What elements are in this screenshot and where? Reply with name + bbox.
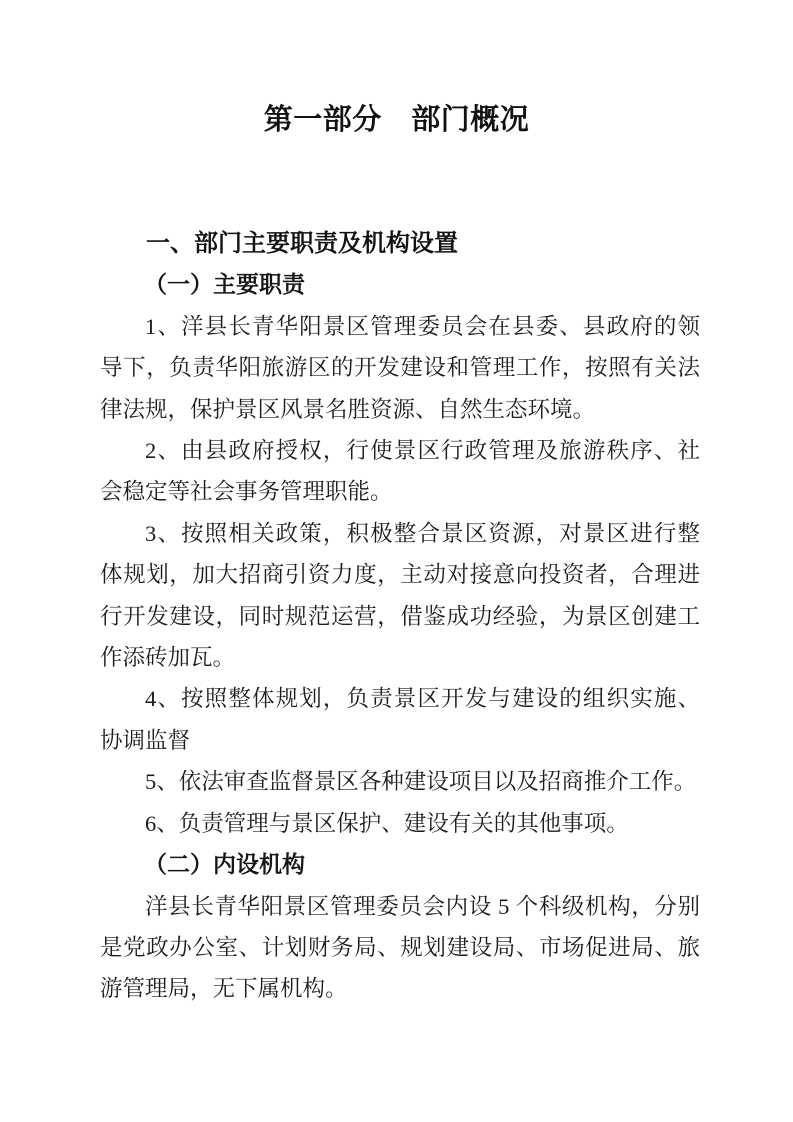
document-line: 3、按照相关政策，积极整合景区资源，对景区进行整 bbox=[145, 520, 700, 546]
document-line: 体规划，加大招商引资力度，主动对接意向投资者，合理进 bbox=[100, 562, 700, 588]
document-line: 导下，负责华阳旅游区的开发建设和管理工作，按照有关法 bbox=[100, 355, 700, 381]
document-line: 洋县长青华阳景区管理委员会内设 5 个科级机构，分别 bbox=[145, 893, 700, 919]
document-line: 行开发建设，同时规范运营，借鉴成功经验，为景区创建工 bbox=[100, 603, 700, 629]
document-body bbox=[100, 223, 700, 1010]
page-title: 第一部分 部门概况 bbox=[263, 104, 530, 136]
document-line: 2、由县政府授权，行使景区行政管理及旅游秩序、社 bbox=[145, 438, 700, 464]
subsection-heading: （一）主要职责 bbox=[144, 272, 305, 298]
document-line: 1、洋县长青华阳景区管理委员会在县委、县政府的领 bbox=[145, 313, 700, 339]
document-line: 6、负责管理与景区保护、建设有关的其他事项。 bbox=[145, 810, 629, 836]
section-heading: 一、部门主要职责及机构设置 bbox=[146, 230, 458, 257]
document-line: 是党政办公室、计划财务局、规划建设局、市场促进局、旅 bbox=[100, 934, 700, 960]
document-line: 游管理局，无下属机构。 bbox=[100, 976, 348, 1002]
document-line: 协调监督 bbox=[100, 727, 191, 753]
document-line: 4、按照整体规划，负责景区开发与建设的组织实施、 bbox=[145, 686, 700, 712]
document-line: 5、依法审查监督景区各种建设项目以及招商推介工作。 bbox=[145, 769, 697, 795]
subsection-heading: （二）内设机构 bbox=[144, 852, 305, 878]
document-line: 作添砖加瓦。 bbox=[100, 645, 236, 671]
document-line: 会稳定等社会事务管理职能。 bbox=[100, 479, 393, 505]
document-line: 律法规，保护景区风景名胜资源、自然生态环境。 bbox=[100, 396, 596, 422]
